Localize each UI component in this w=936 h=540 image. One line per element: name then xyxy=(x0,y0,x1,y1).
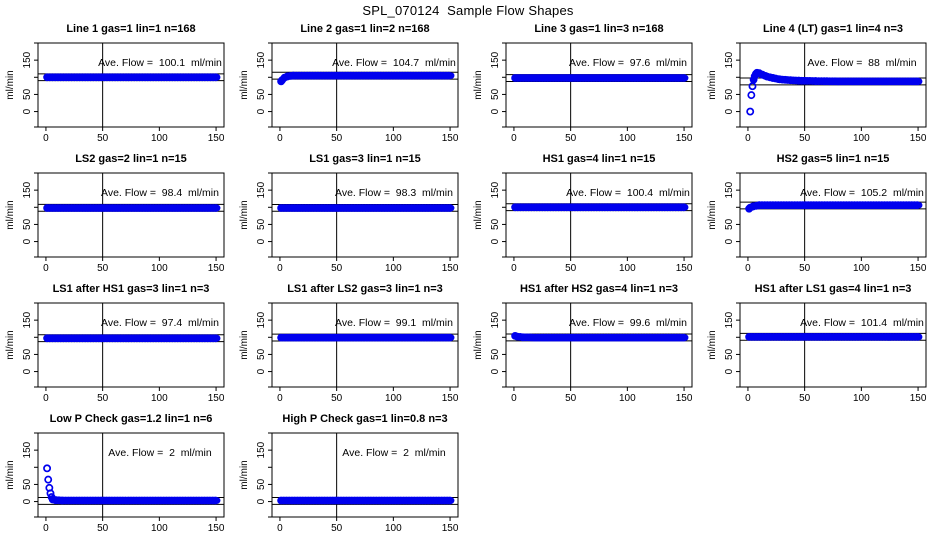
subplot-12 xyxy=(702,274,936,404)
plot-area xyxy=(506,43,692,127)
subplot-title: Line 3 gas=1 lin=3 n=168 xyxy=(534,23,664,35)
svg-text:0: 0 xyxy=(745,393,751,404)
svg-text:150: 150 xyxy=(207,393,225,404)
svg-text:150: 150 xyxy=(490,311,501,329)
y-axis-label: ml/min xyxy=(707,200,718,230)
svg-text:50: 50 xyxy=(331,523,343,534)
subplot-title: High P Check gas=1 lin=0.8 n=3 xyxy=(282,413,448,425)
svg-text:50: 50 xyxy=(490,348,501,360)
subplot-title: HS2 gas=5 lin=1 n=15 xyxy=(776,153,890,165)
svg-text:0: 0 xyxy=(277,133,283,144)
svg-text:0: 0 xyxy=(22,498,33,505)
plot-box xyxy=(740,303,926,387)
svg-text:150: 150 xyxy=(490,181,501,199)
subplot-title: Line 4 (LT) gas=1 lin=4 n=3 xyxy=(762,23,904,35)
svg-text:50: 50 xyxy=(97,393,109,404)
plot-area xyxy=(272,433,458,517)
subplot-title: LS1 gas=3 lin=1 n=15 xyxy=(309,153,421,165)
ave-flow-annotation: Ave. Flow = 2 ml/min xyxy=(108,447,212,459)
svg-text:100: 100 xyxy=(385,133,402,144)
svg-text:100: 100 xyxy=(151,263,168,274)
svg-text:150: 150 xyxy=(909,393,927,404)
plot-box xyxy=(506,173,692,257)
svg-text:100: 100 xyxy=(151,393,168,404)
subplot-title: Low P Check gas=1.2 lin=1 n=6 xyxy=(49,413,213,425)
plot-area xyxy=(38,433,224,517)
plot-canvas xyxy=(702,274,936,404)
svg-text:0: 0 xyxy=(745,263,751,274)
ave-flow-annotation: Ave. Flow = 88 ml/min xyxy=(807,57,917,69)
svg-text:150: 150 xyxy=(256,51,267,69)
ave-flow-annotation: Ave. Flow = 104.7 ml/min xyxy=(332,57,456,69)
svg-text:0: 0 xyxy=(277,523,283,534)
subplot-9 xyxy=(0,274,234,404)
plot-canvas xyxy=(468,274,702,404)
plot-box xyxy=(272,173,458,257)
plot-canvas xyxy=(234,14,468,144)
plot-canvas xyxy=(234,274,468,404)
subplot-8 xyxy=(702,144,936,274)
svg-text:150: 150 xyxy=(22,51,33,69)
svg-text:0: 0 xyxy=(511,393,517,404)
svg-text:0: 0 xyxy=(256,238,267,245)
subplot-5 xyxy=(0,144,234,274)
subplot-title: HS1 gas=4 lin=1 n=15 xyxy=(542,153,656,165)
svg-text:50: 50 xyxy=(97,523,109,534)
subplot-10 xyxy=(234,274,468,404)
svg-text:150: 150 xyxy=(724,311,735,329)
svg-text:50: 50 xyxy=(799,133,811,144)
svg-text:50: 50 xyxy=(724,88,735,100)
plot-canvas xyxy=(234,144,468,274)
svg-text:0: 0 xyxy=(724,108,735,115)
svg-text:50: 50 xyxy=(256,88,267,100)
svg-text:0: 0 xyxy=(256,108,267,115)
svg-text:150: 150 xyxy=(256,311,267,329)
subplot-2 xyxy=(234,14,468,144)
y-axis-label: ml/min xyxy=(707,70,718,100)
ave-flow-annotation: Ave. Flow = 98.4 ml/min xyxy=(101,187,219,199)
svg-text:0: 0 xyxy=(43,133,49,144)
svg-text:50: 50 xyxy=(490,218,501,230)
svg-text:0: 0 xyxy=(256,368,267,375)
plot-canvas xyxy=(234,404,468,534)
svg-text:0: 0 xyxy=(22,108,33,115)
plot-box xyxy=(506,43,692,127)
subplot-14 xyxy=(234,404,468,534)
plot-area xyxy=(272,173,458,257)
svg-text:150: 150 xyxy=(207,133,225,144)
svg-text:150: 150 xyxy=(441,133,459,144)
svg-text:150: 150 xyxy=(675,133,693,144)
svg-text:150: 150 xyxy=(490,51,501,69)
subplot-4 xyxy=(702,14,936,144)
ave-flow-annotation: Ave. Flow = 97.4 ml/min xyxy=(101,317,219,329)
plot-area xyxy=(272,43,458,127)
svg-text:100: 100 xyxy=(151,523,168,534)
y-axis-label: ml/min xyxy=(473,70,484,100)
svg-text:100: 100 xyxy=(853,133,870,144)
svg-text:50: 50 xyxy=(799,393,811,404)
svg-text:0: 0 xyxy=(724,368,735,375)
svg-text:100: 100 xyxy=(151,133,168,144)
svg-text:50: 50 xyxy=(331,133,343,144)
y-axis-label: ml/min xyxy=(473,330,484,360)
svg-text:150: 150 xyxy=(724,51,735,69)
svg-text:50: 50 xyxy=(22,88,33,100)
subplot-7 xyxy=(468,144,702,274)
plot-canvas xyxy=(0,404,234,534)
svg-text:150: 150 xyxy=(675,393,693,404)
plot-box xyxy=(272,303,458,387)
svg-text:0: 0 xyxy=(490,238,501,245)
svg-text:50: 50 xyxy=(565,133,577,144)
page-title: SPL_070124 Sample Flow Shapes xyxy=(362,3,574,18)
y-axis-label: ml/min xyxy=(239,330,250,360)
svg-text:50: 50 xyxy=(97,133,109,144)
plot-canvas xyxy=(702,14,936,144)
svg-text:150: 150 xyxy=(256,441,267,459)
svg-text:150: 150 xyxy=(909,133,927,144)
svg-text:150: 150 xyxy=(441,523,459,534)
data-point xyxy=(45,477,51,483)
svg-text:0: 0 xyxy=(277,263,283,274)
svg-text:0: 0 xyxy=(277,393,283,404)
plot-canvas xyxy=(468,144,702,274)
svg-text:0: 0 xyxy=(256,498,267,505)
subplot-3 xyxy=(468,14,702,144)
ave-flow-annotation: Ave. Flow = 105.2 ml/min xyxy=(800,187,924,199)
plot-area xyxy=(740,303,926,387)
subplot-title: LS2 gas=2 lin=1 n=15 xyxy=(75,153,187,165)
y-axis-label: ml/min xyxy=(239,200,250,230)
plot-box xyxy=(38,173,224,257)
y-axis-label: ml/min xyxy=(473,200,484,230)
subplot-6 xyxy=(234,144,468,274)
svg-text:100: 100 xyxy=(619,263,636,274)
y-axis-label: ml/min xyxy=(707,330,718,360)
svg-text:100: 100 xyxy=(853,393,870,404)
ave-flow-annotation: Ave. Flow = 99.1 ml/min xyxy=(335,317,453,329)
plot-box xyxy=(506,303,692,387)
svg-text:150: 150 xyxy=(22,181,33,199)
plot-area xyxy=(38,173,224,257)
svg-text:150: 150 xyxy=(441,393,459,404)
svg-text:0: 0 xyxy=(43,263,49,274)
ave-flow-annotation: Ave. Flow = 98.3 ml/min xyxy=(335,187,453,199)
svg-text:0: 0 xyxy=(511,133,517,144)
svg-text:50: 50 xyxy=(97,263,109,274)
svg-text:50: 50 xyxy=(565,393,577,404)
svg-text:150: 150 xyxy=(909,263,927,274)
svg-text:0: 0 xyxy=(511,263,517,274)
subplot-title: LS1 after HS1 gas=3 lin=1 n=3 xyxy=(52,283,210,295)
y-axis-label: ml/min xyxy=(5,200,16,230)
ave-flow-annotation: Ave. Flow = 100.4 ml/min xyxy=(566,187,690,199)
svg-text:100: 100 xyxy=(385,393,402,404)
plot-area xyxy=(38,303,224,387)
svg-text:100: 100 xyxy=(385,263,402,274)
svg-text:0: 0 xyxy=(724,238,735,245)
svg-text:100: 100 xyxy=(619,393,636,404)
subplot-title: LS1 after LS2 gas=3 lin=1 n=3 xyxy=(287,283,443,295)
y-axis-label: ml/min xyxy=(239,460,250,490)
svg-text:150: 150 xyxy=(22,311,33,329)
svg-text:0: 0 xyxy=(43,393,49,404)
data-point xyxy=(748,92,754,98)
plot-box xyxy=(38,43,224,127)
svg-text:50: 50 xyxy=(256,348,267,360)
subplot-title: HS1 after LS1 gas=4 lin=1 n=3 xyxy=(754,283,912,295)
svg-text:50: 50 xyxy=(22,218,33,230)
svg-text:100: 100 xyxy=(385,523,402,534)
ave-flow-annotation: Ave. Flow = 100.1 ml/min xyxy=(98,57,222,69)
plot-box xyxy=(272,43,458,127)
plot-area xyxy=(38,43,224,127)
subplot-title: Line 2 gas=1 lin=2 n=168 xyxy=(300,23,430,35)
svg-text:150: 150 xyxy=(256,181,267,199)
plot-canvas xyxy=(0,144,234,274)
svg-text:150: 150 xyxy=(675,263,693,274)
svg-text:0: 0 xyxy=(22,368,33,375)
y-axis-label: ml/min xyxy=(5,330,16,360)
svg-text:50: 50 xyxy=(256,478,267,490)
y-axis-label: ml/min xyxy=(5,70,16,100)
plot-box xyxy=(38,303,224,387)
plot-area xyxy=(740,173,926,257)
svg-text:0: 0 xyxy=(22,238,33,245)
svg-text:150: 150 xyxy=(207,523,225,534)
ave-flow-annotation: Ave. Flow = 101.4 ml/min xyxy=(800,317,924,329)
svg-text:50: 50 xyxy=(799,263,811,274)
svg-text:50: 50 xyxy=(490,88,501,100)
plot-area xyxy=(740,43,926,127)
svg-text:0: 0 xyxy=(43,523,49,534)
svg-text:50: 50 xyxy=(22,478,33,490)
plot-box xyxy=(740,173,926,257)
data-point xyxy=(747,108,753,114)
svg-text:50: 50 xyxy=(331,393,343,404)
svg-text:0: 0 xyxy=(490,368,501,375)
data-point xyxy=(44,465,50,471)
svg-text:50: 50 xyxy=(256,218,267,230)
plot-area xyxy=(506,173,692,257)
ave-flow-annotation: Ave. Flow = 99.6 ml/min xyxy=(569,317,687,329)
svg-text:150: 150 xyxy=(441,263,459,274)
ave-flow-annotation: Ave. Flow = 97.6 ml/min xyxy=(569,57,687,69)
subplot-11 xyxy=(468,274,702,404)
svg-text:150: 150 xyxy=(207,263,225,274)
svg-text:150: 150 xyxy=(724,181,735,199)
plot-canvas xyxy=(0,14,234,144)
plot-canvas xyxy=(702,144,936,274)
ave-flow-annotation: Ave. Flow = 2 ml/min xyxy=(342,447,446,459)
svg-text:50: 50 xyxy=(565,263,577,274)
svg-text:50: 50 xyxy=(22,348,33,360)
svg-text:50: 50 xyxy=(724,348,735,360)
subplot-1 xyxy=(0,14,234,144)
y-axis-label: ml/min xyxy=(5,460,16,490)
svg-text:50: 50 xyxy=(331,263,343,274)
plot-area xyxy=(506,303,692,387)
flow-band-markers xyxy=(751,70,921,85)
data-point xyxy=(749,83,755,89)
plot-canvas xyxy=(468,14,702,144)
svg-text:100: 100 xyxy=(619,133,636,144)
svg-text:150: 150 xyxy=(22,441,33,459)
subplot-title: Line 1 gas=1 lin=1 n=168 xyxy=(66,23,196,35)
svg-text:100: 100 xyxy=(853,263,870,274)
subplot-title: HS1 after HS2 gas=4 lin=1 n=3 xyxy=(519,283,679,295)
plot-area xyxy=(272,303,458,387)
svg-text:50: 50 xyxy=(724,218,735,230)
svg-text:0: 0 xyxy=(745,133,751,144)
subplot-13 xyxy=(0,404,234,534)
svg-text:0: 0 xyxy=(490,108,501,115)
plot-canvas xyxy=(0,274,234,404)
y-axis-label: ml/min xyxy=(239,70,250,100)
